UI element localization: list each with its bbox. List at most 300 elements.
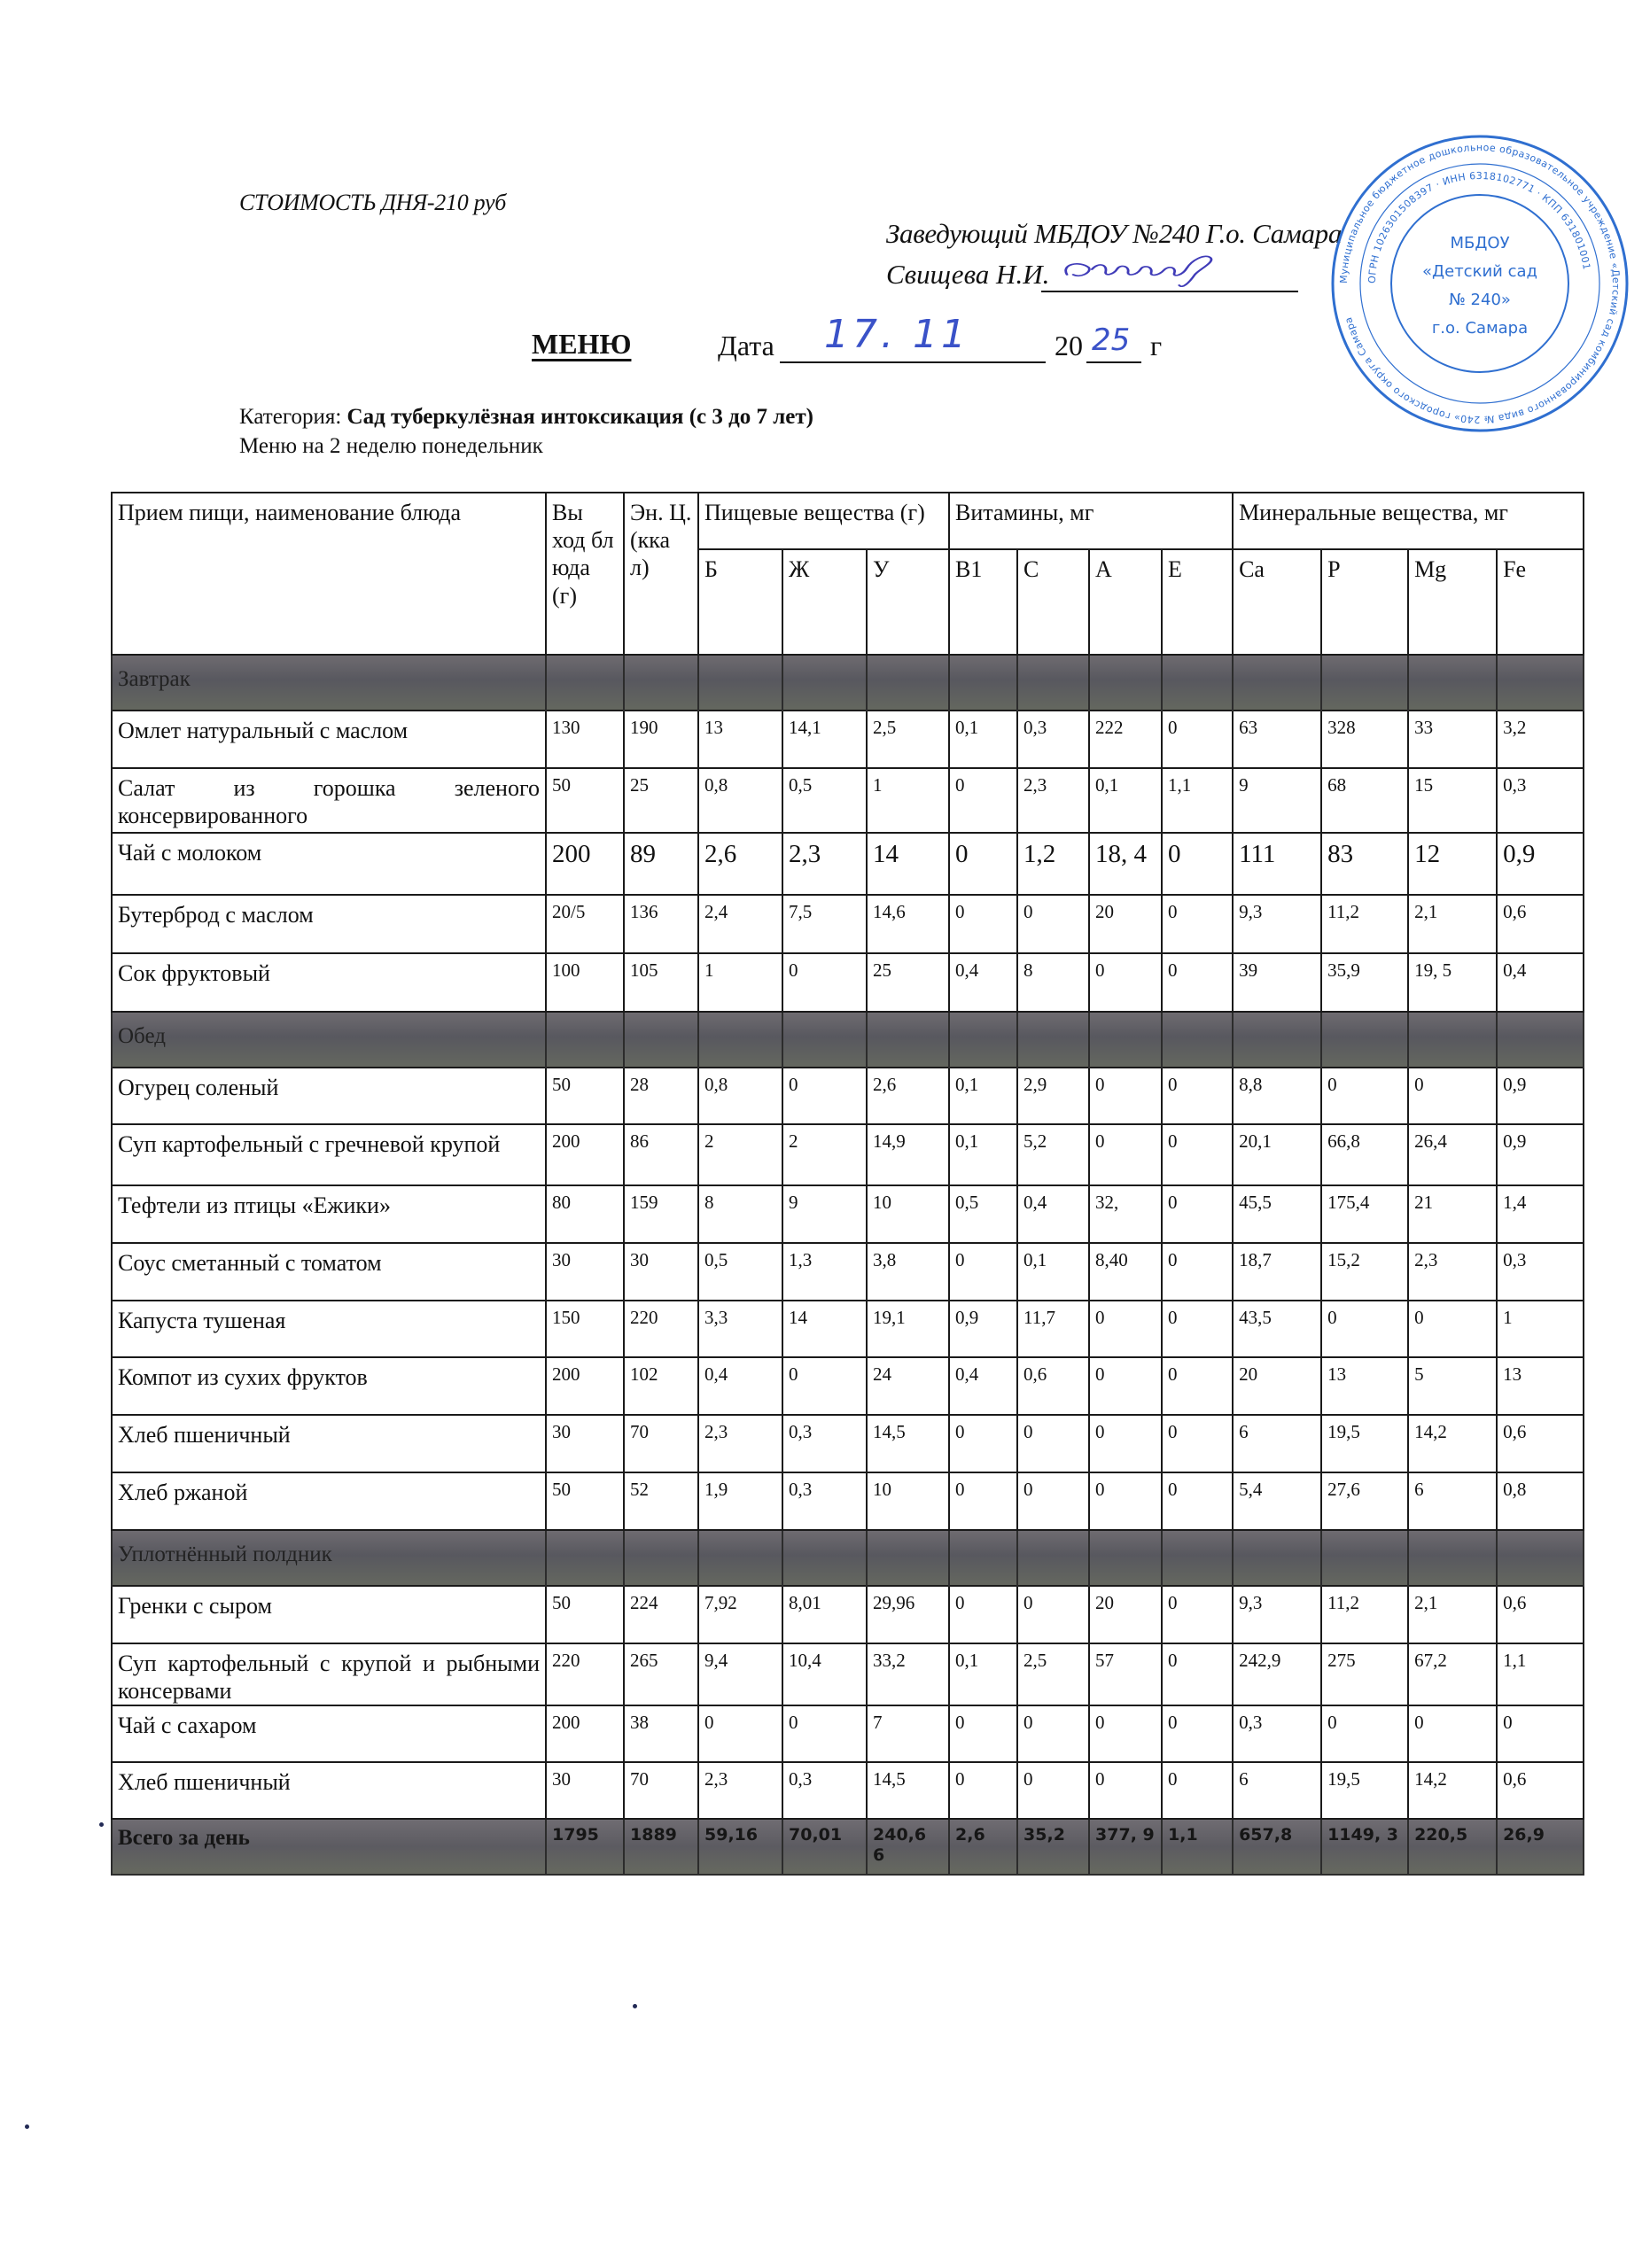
value-cell-yield: 200 xyxy=(546,1357,624,1415)
scan-speck xyxy=(633,2004,637,2008)
value-cell-fe: 1 xyxy=(1497,1301,1584,1357)
section-empty-cell xyxy=(1089,1012,1162,1068)
dish-name: Салат из горошка зеленого консервированного xyxy=(112,768,546,833)
value-cell-yield: 80 xyxy=(546,1185,624,1243)
value-cell-fat: 0,3 xyxy=(782,1415,867,1472)
value-cell-fat: 0,3 xyxy=(782,1762,867,1819)
total-value-carbs: 240,6 6 xyxy=(867,1819,949,1875)
header-sub-column: C xyxy=(1017,549,1089,655)
value-cell-energy: 105 xyxy=(624,953,698,1012)
value-cell-vit-b1: 0 xyxy=(949,1472,1017,1530)
value-cell-vit-b1: 0,9 xyxy=(949,1301,1017,1357)
section-empty-cell xyxy=(624,655,698,711)
value-cell-energy: 70 xyxy=(624,1762,698,1819)
value-cell-yield: 100 xyxy=(546,953,624,1012)
category-label: Категория: xyxy=(239,405,342,429)
dish-name: Суп картофельный с гречневой крупой xyxy=(112,1124,546,1185)
dish-name: Чай с молоком xyxy=(112,833,546,895)
value-cell-p: 83 xyxy=(1321,833,1408,895)
value-cell-vit-e: 0 xyxy=(1162,953,1233,1012)
section-empty-cell xyxy=(1017,1530,1089,1586)
signature xyxy=(1055,250,1223,289)
value-cell-fat: 0 xyxy=(782,1068,867,1124)
value-cell-yield: 150 xyxy=(546,1301,624,1357)
dish-row xyxy=(112,1068,1584,1124)
header-minerals: Минеральные вещества, мг xyxy=(1233,493,1584,549)
year-suffix: г xyxy=(1150,330,1163,361)
value-cell-ca: 6 xyxy=(1233,1762,1321,1819)
approver-title: Заведующий МБДОУ №240 Г.о. Самара xyxy=(886,218,1343,249)
value-cell-p: 19,5 xyxy=(1321,1415,1408,1472)
value-cell-fat: 0 xyxy=(782,1705,867,1762)
value-cell-mg: 14,2 xyxy=(1408,1415,1497,1472)
value-cell-vit-b1: 0,4 xyxy=(949,1357,1017,1415)
stamp-center-line: г.о. Самара xyxy=(1431,319,1529,338)
stamp-center-line: «Детский сад xyxy=(1422,262,1537,281)
date-handwritten: 17. 11 xyxy=(824,312,969,357)
value-cell-mg: 33 xyxy=(1408,711,1497,768)
value-cell-fe: 3,2 xyxy=(1497,711,1584,768)
dish-row xyxy=(112,711,1584,768)
value-cell-fat: 14 xyxy=(782,1301,867,1357)
total-value-vit-c: 35,2 xyxy=(1017,1819,1089,1875)
dish-row xyxy=(112,1586,1584,1643)
value-cell-vit-b1: 0 xyxy=(949,1762,1017,1819)
value-cell-carbs: 14,5 xyxy=(867,1762,949,1819)
value-cell-fe: 0,9 xyxy=(1497,1068,1584,1124)
stamp-ids-text: ОГРН 1026301508397 · ИНН 6318102771 · КПП 631801001 xyxy=(1366,169,1592,284)
value-cell-vit-b1: 0 xyxy=(949,895,1017,953)
total-value-vit-e: 1,1 xyxy=(1162,1819,1233,1875)
value-cell-protein: 1,9 xyxy=(698,1472,782,1530)
value-cell-energy: 220 xyxy=(624,1301,698,1357)
section-empty-cell xyxy=(1017,655,1089,711)
value-cell-ca: 20,1 xyxy=(1233,1124,1321,1185)
section-empty-cell xyxy=(624,1012,698,1068)
value-cell-vit-a: 57 xyxy=(1089,1643,1162,1705)
section-row xyxy=(112,655,1584,711)
stamp-center-line: № 240» xyxy=(1449,291,1511,309)
category-value: Сад туберкулёзная интоксикация (с 3 до 7 лет) xyxy=(346,405,813,429)
value-cell-protein: 0,8 xyxy=(698,1068,782,1124)
value-cell-p: 0 xyxy=(1321,1705,1408,1762)
value-cell-fe: 0,8 xyxy=(1497,1472,1584,1530)
value-cell-fat: 2,3 xyxy=(782,833,867,895)
value-cell-vit-e: 0 xyxy=(1162,1301,1233,1357)
value-cell-vit-a: 0 xyxy=(1089,1357,1162,1415)
value-cell-carbs: 33,2 xyxy=(867,1643,949,1705)
menu-week: Меню на 2 неделю понедельник xyxy=(239,434,543,458)
value-cell-ca: 20 xyxy=(1233,1357,1321,1415)
section-empty-cell xyxy=(1017,1012,1089,1068)
year-handwritten: 25 xyxy=(1092,322,1131,358)
institution-stamp xyxy=(1329,133,1631,434)
value-cell-vit-a: 32, xyxy=(1089,1185,1162,1243)
section-empty-cell xyxy=(949,1012,1017,1068)
value-cell-vit-c: 8 xyxy=(1017,953,1089,1012)
header-sub-column: У xyxy=(867,549,949,655)
value-cell-vit-c: 5,2 xyxy=(1017,1124,1089,1185)
section-empty-cell xyxy=(1497,655,1584,711)
value-cell-fe: 0,6 xyxy=(1497,1762,1584,1819)
value-cell-energy: 102 xyxy=(624,1357,698,1415)
value-cell-energy: 30 xyxy=(624,1243,698,1301)
value-cell-fat: 1,3 xyxy=(782,1243,867,1301)
value-cell-protein: 0,4 xyxy=(698,1357,782,1415)
value-cell-carbs: 14,9 xyxy=(867,1124,949,1185)
section-empty-cell xyxy=(698,655,782,711)
section-empty-cell xyxy=(949,1530,1017,1586)
dish-name: Хлеб ржаной xyxy=(112,1472,546,1530)
value-cell-protein: 3,3 xyxy=(698,1301,782,1357)
value-cell-fe: 0,4 xyxy=(1497,953,1584,1012)
section-empty-cell xyxy=(1321,1012,1408,1068)
value-cell-p: 175,4 xyxy=(1321,1185,1408,1243)
section-empty-cell xyxy=(782,1012,867,1068)
menu-table xyxy=(111,492,1584,1876)
value-cell-vit-b1: 0 xyxy=(949,1243,1017,1301)
value-cell-vit-a: 0 xyxy=(1089,1415,1162,1472)
value-cell-energy: 28 xyxy=(624,1068,698,1124)
value-cell-vit-c: 0,1 xyxy=(1017,1243,1089,1301)
value-cell-fe: 0,3 xyxy=(1497,768,1584,833)
dish-row xyxy=(112,895,1584,953)
value-cell-mg: 26,4 xyxy=(1408,1124,1497,1185)
dish-name: Компот из сухих фруктов xyxy=(112,1357,546,1415)
section-empty-cell xyxy=(1233,1530,1321,1586)
section-empty-cell xyxy=(1089,1530,1162,1586)
section-row xyxy=(112,1530,1584,1586)
value-cell-vit-e: 0 xyxy=(1162,895,1233,953)
scan-speck xyxy=(25,2124,29,2129)
value-cell-vit-e: 0 xyxy=(1162,1415,1233,1472)
value-cell-protein: 7,92 xyxy=(698,1586,782,1643)
section-row xyxy=(112,1012,1584,1068)
value-cell-protein: 8 xyxy=(698,1185,782,1243)
section-empty-cell xyxy=(1321,1530,1408,1586)
value-cell-ca: 8,8 xyxy=(1233,1068,1321,1124)
value-cell-yield: 200 xyxy=(546,1705,624,1762)
total-label: Всего за день xyxy=(112,1819,546,1875)
value-cell-fe: 0 xyxy=(1497,1705,1584,1762)
section-empty-cell xyxy=(1408,1530,1497,1586)
value-cell-vit-b1: 0,5 xyxy=(949,1185,1017,1243)
value-cell-fat: 0,3 xyxy=(782,1472,867,1530)
value-cell-vit-a: 8,40 xyxy=(1089,1243,1162,1301)
value-cell-carbs: 14,6 xyxy=(867,895,949,953)
value-cell-yield: 20/5 xyxy=(546,895,624,953)
value-cell-p: 11,2 xyxy=(1321,895,1408,953)
total-value-p: 1149, 3 xyxy=(1321,1819,1408,1875)
value-cell-vit-a: 0 xyxy=(1089,1472,1162,1530)
value-cell-carbs: 24 xyxy=(867,1357,949,1415)
header-yield: Вы ход бл юда (г) xyxy=(546,493,624,655)
header-sub-column: Fe xyxy=(1497,549,1584,655)
value-cell-vit-b1: 0,1 xyxy=(949,1643,1017,1705)
value-cell-energy: 224 xyxy=(624,1586,698,1643)
value-cell-ca: 18,7 xyxy=(1233,1243,1321,1301)
value-cell-vit-a: 0 xyxy=(1089,1762,1162,1819)
header-row-groups xyxy=(112,493,1584,549)
section-empty-cell xyxy=(867,1012,949,1068)
value-cell-vit-c: 2,3 xyxy=(1017,768,1089,833)
header-sub-column: A xyxy=(1089,549,1162,655)
value-cell-protein: 2,6 xyxy=(698,833,782,895)
value-cell-protein: 0 xyxy=(698,1705,782,1762)
section-empty-cell xyxy=(867,655,949,711)
value-cell-energy: 86 xyxy=(624,1124,698,1185)
section-empty-cell xyxy=(624,1530,698,1586)
value-cell-protein: 0,5 xyxy=(698,1243,782,1301)
header-sub-column: Б xyxy=(698,549,782,655)
header-sub-column: E xyxy=(1162,549,1233,655)
value-cell-vit-a: 0,1 xyxy=(1089,768,1162,833)
value-cell-mg: 2,3 xyxy=(1408,1243,1497,1301)
value-cell-fe: 0,9 xyxy=(1497,1124,1584,1185)
value-cell-vit-a: 0 xyxy=(1089,1124,1162,1185)
value-cell-vit-c: 1,2 xyxy=(1017,833,1089,895)
value-cell-mg: 12 xyxy=(1408,833,1497,895)
value-cell-fat: 8,01 xyxy=(782,1586,867,1643)
value-cell-vit-e: 0 xyxy=(1162,1705,1233,1762)
value-cell-fat: 7,5 xyxy=(782,895,867,953)
dish-row xyxy=(112,1762,1584,1819)
value-cell-fe: 0,3 xyxy=(1497,1243,1584,1301)
value-cell-ca: 63 xyxy=(1233,711,1321,768)
header-nutrients: Пищевые вещества (г) xyxy=(698,493,949,549)
scan-speck xyxy=(99,1822,104,1827)
value-cell-mg: 2,1 xyxy=(1408,1586,1497,1643)
value-cell-ca: 39 xyxy=(1233,953,1321,1012)
value-cell-yield: 200 xyxy=(546,833,624,895)
value-cell-fe: 13 xyxy=(1497,1357,1584,1415)
section-empty-cell xyxy=(782,1530,867,1586)
value-cell-fe: 0,6 xyxy=(1497,895,1584,953)
value-cell-energy: 25 xyxy=(624,768,698,833)
value-cell-vit-c: 0 xyxy=(1017,1705,1089,1762)
section-empty-cell xyxy=(782,655,867,711)
stamp-outer-text: Муниципальное бюджетное дошкольное образовательное учреждение «Детский сад комбинированного вида № 240» городского округа Самара xyxy=(1337,141,1623,426)
total-value-protein: 59,16 xyxy=(698,1819,782,1875)
section-empty-cell xyxy=(546,1530,624,1586)
value-cell-fe: 1,4 xyxy=(1497,1185,1584,1243)
value-cell-vit-e: 0 xyxy=(1162,711,1233,768)
dish-row xyxy=(112,953,1584,1012)
dish-row xyxy=(112,1301,1584,1357)
menu-body xyxy=(112,655,1584,1875)
value-cell-carbs: 1 xyxy=(867,768,949,833)
value-cell-p: 19,5 xyxy=(1321,1762,1408,1819)
date-line xyxy=(780,361,1046,363)
header-vitamins: Витамины, мг xyxy=(949,493,1233,549)
dish-row xyxy=(112,1472,1584,1530)
value-cell-yield: 30 xyxy=(546,1762,624,1819)
header-dish: Прием пищи, наименование блюда xyxy=(112,493,546,655)
value-cell-mg: 21 xyxy=(1408,1185,1497,1243)
value-cell-vit-e: 0 xyxy=(1162,1762,1233,1819)
value-cell-ca: 9 xyxy=(1233,768,1321,833)
value-cell-yield: 50 xyxy=(546,768,624,833)
value-cell-vit-a: 0 xyxy=(1089,1301,1162,1357)
dish-name: Гренки с сыром xyxy=(112,1586,546,1643)
value-cell-vit-e: 0 xyxy=(1162,1472,1233,1530)
section-title: Завтрак xyxy=(112,655,546,711)
value-cell-yield: 50 xyxy=(546,1068,624,1124)
value-cell-p: 35,9 xyxy=(1321,953,1408,1012)
value-cell-carbs: 10 xyxy=(867,1472,949,1530)
value-cell-ca: 111 xyxy=(1233,833,1321,895)
value-cell-yield: 50 xyxy=(546,1586,624,1643)
total-value-yield: 1795 xyxy=(546,1819,624,1875)
value-cell-mg: 67,2 xyxy=(1408,1643,1497,1705)
total-value-fe: 26,9 xyxy=(1497,1819,1584,1875)
section-title: Обед xyxy=(112,1012,546,1068)
value-cell-vit-a: 18, 4 xyxy=(1089,833,1162,895)
value-cell-protein: 2,3 xyxy=(698,1762,782,1819)
value-cell-fat: 2 xyxy=(782,1124,867,1185)
value-cell-mg: 14,2 xyxy=(1408,1762,1497,1819)
value-cell-vit-a: 222 xyxy=(1089,711,1162,768)
section-empty-cell xyxy=(1497,1012,1584,1068)
total-value-fat: 70,01 xyxy=(782,1819,867,1875)
value-cell-vit-a: 0 xyxy=(1089,953,1162,1012)
value-cell-carbs: 3,8 xyxy=(867,1243,949,1301)
approver-name: Свищева Н.И. xyxy=(886,259,1050,290)
value-cell-fat: 14,1 xyxy=(782,711,867,768)
section-empty-cell xyxy=(1497,1530,1584,1586)
value-cell-fat: 10,4 xyxy=(782,1643,867,1705)
stamp-center-line: МБДОУ xyxy=(1450,234,1510,252)
value-cell-vit-c: 11,7 xyxy=(1017,1301,1089,1357)
value-cell-carbs: 14,5 xyxy=(867,1415,949,1472)
value-cell-protein: 9,4 xyxy=(698,1643,782,1705)
value-cell-ca: 242,9 xyxy=(1233,1643,1321,1705)
value-cell-mg: 15 xyxy=(1408,768,1497,833)
header-sub-column: Ca xyxy=(1233,549,1321,655)
value-cell-protein: 1 xyxy=(698,953,782,1012)
section-empty-cell xyxy=(1233,1012,1321,1068)
section-empty-cell xyxy=(1408,655,1497,711)
dish-name: Тефтели из птицы «Ежики» xyxy=(112,1185,546,1243)
total-value-energy: 1889 xyxy=(624,1819,698,1875)
value-cell-vit-b1: 0 xyxy=(949,1705,1017,1762)
value-cell-ca: 45,5 xyxy=(1233,1185,1321,1243)
value-cell-vit-e: 0 xyxy=(1162,1068,1233,1124)
value-cell-ca: 0,3 xyxy=(1233,1705,1321,1762)
value-cell-mg: 19, 5 xyxy=(1408,953,1497,1012)
value-cell-vit-a: 0 xyxy=(1089,1068,1162,1124)
value-cell-mg: 0 xyxy=(1408,1705,1497,1762)
category xyxy=(239,405,813,430)
value-cell-p: 27,6 xyxy=(1321,1472,1408,1530)
header-energy: Эн. Ц. (кка л) xyxy=(624,493,698,655)
value-cell-yield: 130 xyxy=(546,711,624,768)
value-cell-mg: 5 xyxy=(1408,1357,1497,1415)
value-cell-energy: 265 xyxy=(624,1643,698,1705)
value-cell-carbs: 19,1 xyxy=(867,1301,949,1357)
value-cell-vit-c: 2,5 xyxy=(1017,1643,1089,1705)
value-cell-yield: 30 xyxy=(546,1243,624,1301)
value-cell-p: 68 xyxy=(1321,768,1408,833)
value-cell-fe: 0,6 xyxy=(1497,1415,1584,1472)
value-cell-fat: 0 xyxy=(782,1357,867,1415)
dish-name: Бутерброд с маслом xyxy=(112,895,546,953)
value-cell-energy: 38 xyxy=(624,1705,698,1762)
value-cell-ca: 6 xyxy=(1233,1415,1321,1472)
value-cell-carbs: 14 xyxy=(867,833,949,895)
date-label: Дата xyxy=(718,330,774,361)
dish-name: Хлеб пшеничный xyxy=(112,1762,546,1819)
section-empty-cell xyxy=(1233,655,1321,711)
section-empty-cell xyxy=(546,1012,624,1068)
value-cell-vit-a: 0 xyxy=(1089,1705,1162,1762)
menu-title: МЕНЮ xyxy=(532,328,632,360)
value-cell-vit-a: 20 xyxy=(1089,895,1162,953)
total-value-ca: 657,8 xyxy=(1233,1819,1321,1875)
dish-row xyxy=(112,1643,1584,1705)
dish-name: Капуста тушеная xyxy=(112,1301,546,1357)
dish-name: Огурец соленый xyxy=(112,1068,546,1124)
value-cell-vit-b1: 0,1 xyxy=(949,1068,1017,1124)
dish-row xyxy=(112,833,1584,895)
total-value-vit-b1: 2,6 xyxy=(949,1819,1017,1875)
total-value-mg: 220,5 xyxy=(1408,1819,1497,1875)
signature-line xyxy=(1041,291,1298,292)
value-cell-protein: 2,4 xyxy=(698,895,782,953)
value-cell-vit-e: 0 xyxy=(1162,1586,1233,1643)
value-cell-protein: 0,8 xyxy=(698,768,782,833)
total-value-vit-a: 377, 9 xyxy=(1089,1819,1162,1875)
value-cell-yield: 30 xyxy=(546,1415,624,1472)
section-empty-cell xyxy=(1321,655,1408,711)
section-empty-cell xyxy=(1162,1012,1233,1068)
section-empty-cell xyxy=(1162,655,1233,711)
value-cell-ca: 5,4 xyxy=(1233,1472,1321,1530)
value-cell-p: 13 xyxy=(1321,1357,1408,1415)
section-empty-cell xyxy=(546,655,624,711)
header-sub-column: B1 xyxy=(949,549,1017,655)
header-sub-column: Ж xyxy=(782,549,867,655)
value-cell-vit-b1: 0,4 xyxy=(949,953,1017,1012)
value-cell-vit-c: 0,3 xyxy=(1017,711,1089,768)
value-cell-fe: 0,9 xyxy=(1497,833,1584,895)
value-cell-vit-e: 0 xyxy=(1162,1357,1233,1415)
value-cell-yield: 50 xyxy=(546,1472,624,1530)
value-cell-p: 275 xyxy=(1321,1643,1408,1705)
value-cell-fe: 1,1 xyxy=(1497,1643,1584,1705)
value-cell-vit-c: 0 xyxy=(1017,1415,1089,1472)
value-cell-protein: 13 xyxy=(698,711,782,768)
value-cell-carbs: 25 xyxy=(867,953,949,1012)
value-cell-p: 0 xyxy=(1321,1301,1408,1357)
value-cell-fat: 9 xyxy=(782,1185,867,1243)
value-cell-p: 11,2 xyxy=(1321,1586,1408,1643)
section-title: Уплотнённый полдник xyxy=(112,1530,546,1586)
value-cell-energy: 52 xyxy=(624,1472,698,1530)
value-cell-yield: 200 xyxy=(546,1124,624,1185)
value-cell-vit-c: 0 xyxy=(1017,1762,1089,1819)
value-cell-mg: 6 xyxy=(1408,1472,1497,1530)
value-cell-vit-e: 0 xyxy=(1162,1243,1233,1301)
value-cell-protein: 2,3 xyxy=(698,1415,782,1472)
value-cell-p: 0 xyxy=(1321,1068,1408,1124)
value-cell-vit-b1: 0 xyxy=(949,1586,1017,1643)
dish-row xyxy=(112,1185,1584,1243)
section-empty-cell xyxy=(1089,655,1162,711)
value-cell-vit-e: 0 xyxy=(1162,1124,1233,1185)
value-cell-vit-c: 0 xyxy=(1017,1586,1089,1643)
section-empty-cell xyxy=(698,1530,782,1586)
